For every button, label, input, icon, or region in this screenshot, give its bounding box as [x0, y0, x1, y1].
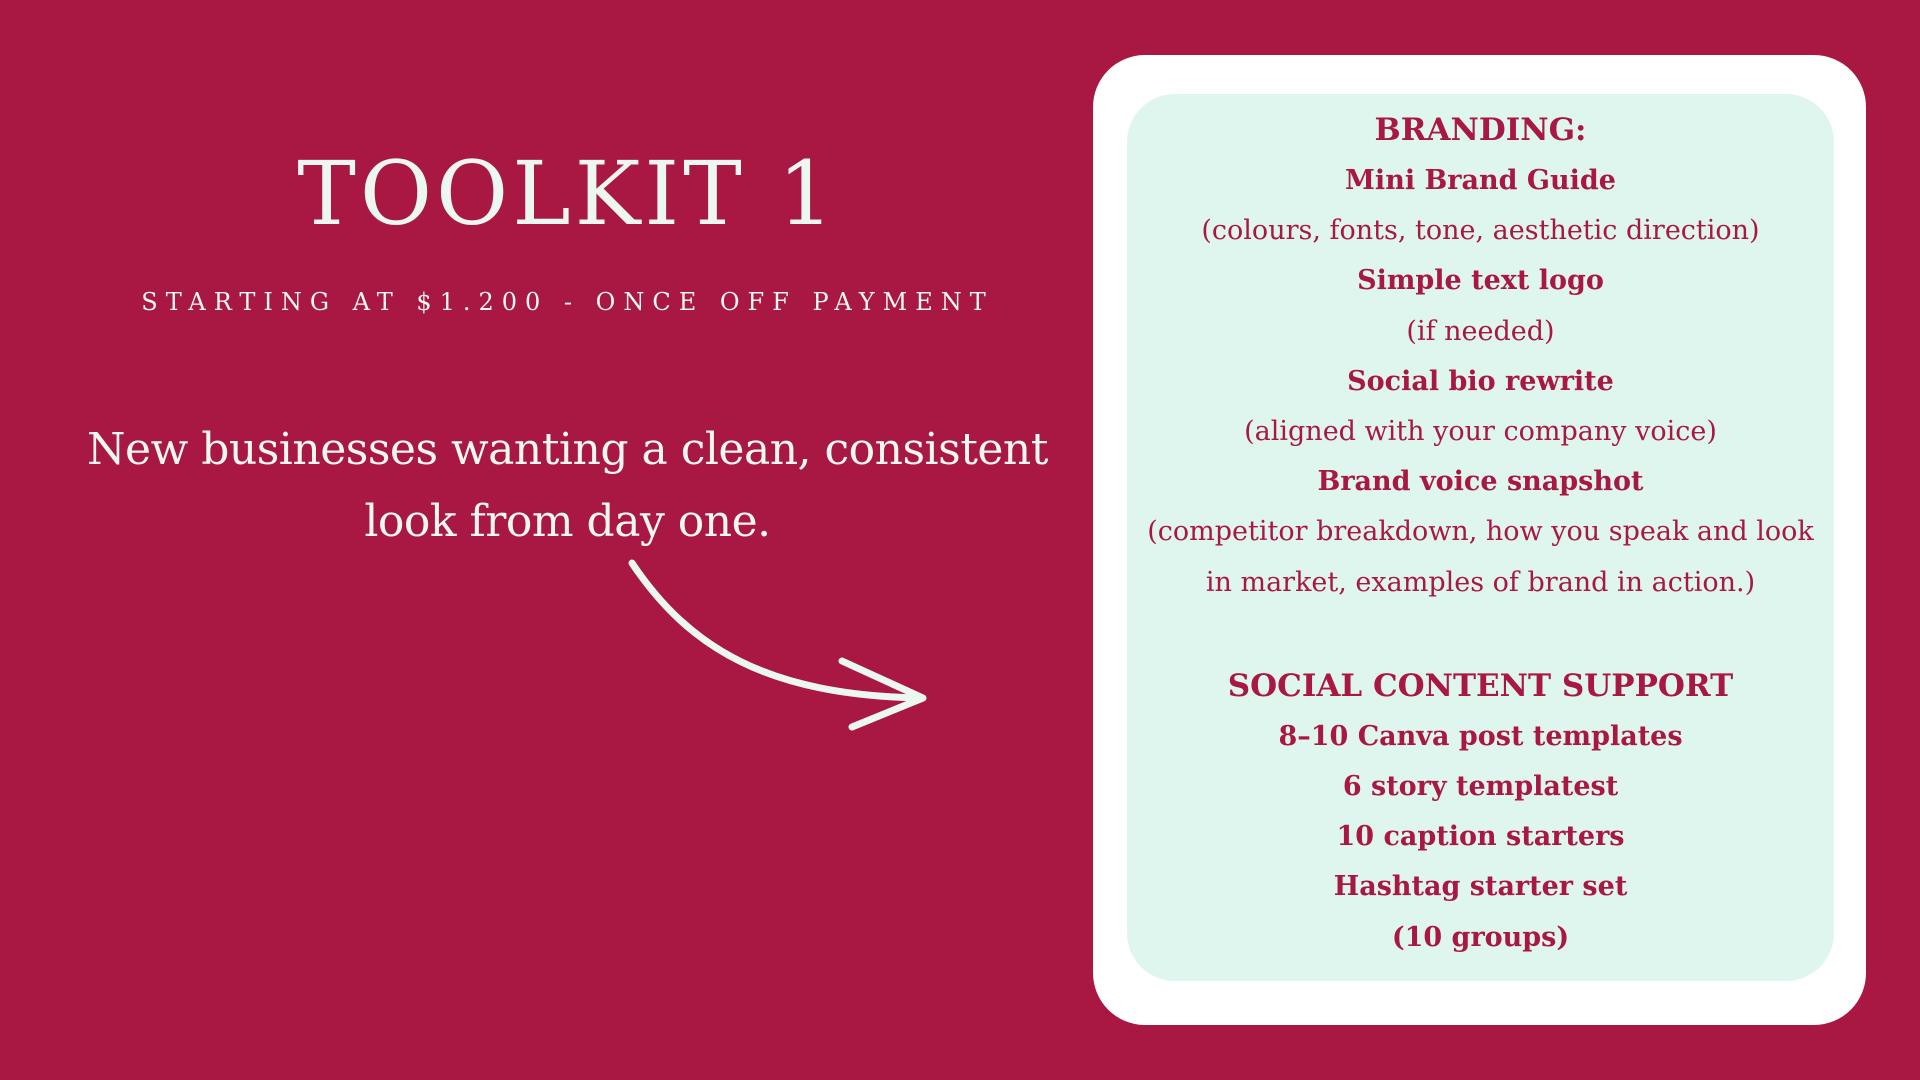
- branding-item-detail: (if needed): [1406, 315, 1555, 347]
- target-audience-tagline: New businesses wanting a clean, consistent look from day one.: [87, 424, 1048, 547]
- social-item: Hashtag starter set: [1333, 871, 1628, 903]
- package-details-panel: [1127, 94, 1834, 981]
- curved-arrow-right-icon: [620, 555, 940, 740]
- branding-item-name: Mini Brand Guide: [1345, 165, 1616, 196]
- social-item: (10 groups): [1391, 921, 1570, 953]
- branding-item-name: Simple text logo: [1357, 265, 1604, 297]
- branding-item-detail: (competitor breakdown, how you speak and look in market, examples of brand in action.): [1147, 516, 1814, 598]
- branding-item-detail: (colours, fonts, tone, aesthetic direction): [1201, 215, 1760, 247]
- toolkit-title: TOOLKIT 1: [297, 142, 838, 245]
- section-spacer: [1137, 608, 1824, 660]
- branding-item-detail: (aligned with your company voice): [1244, 416, 1717, 448]
- pricing-subtitle: STARTING AT $1.200 - ONCE OFF PAYMENT: [141, 288, 994, 316]
- social-item: 8–10 Canva post templates: [1278, 720, 1683, 752]
- social-item: 6 story templatest: [1342, 771, 1619, 803]
- branding-item-name: Social bio rewrite: [1347, 365, 1614, 397]
- branding-item-name: Brand voice snapshot: [1317, 466, 1644, 498]
- branding-heading: BRANDING:: [1374, 112, 1587, 148]
- social-content-heading: SOCIAL CONTENT SUPPORT: [1227, 667, 1734, 704]
- social-item: 10 caption starters: [1336, 821, 1625, 853]
